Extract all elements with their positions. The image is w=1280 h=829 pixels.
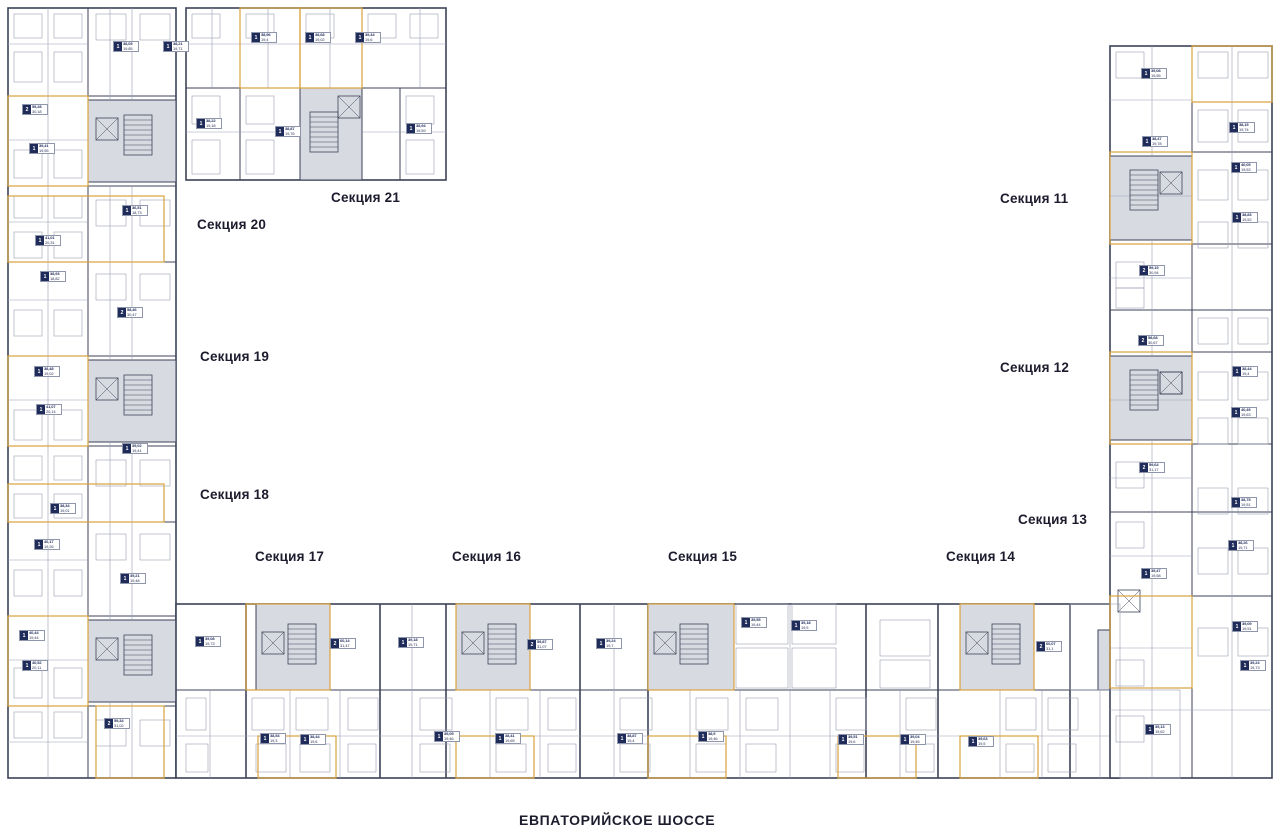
flat-values: [59, 504, 75, 513]
flat-area: 59,28: [32, 104, 42, 109]
flat-rooms-badge: 1: [1142, 569, 1150, 578]
flat-living-area: 19,58: [1151, 572, 1161, 578]
flat-area: 59,87: [537, 639, 547, 644]
flat-living-area: 19,44: [29, 634, 39, 640]
flat-rooms-badge: 2: [1140, 266, 1148, 275]
flat-area: 39,24: [1250, 660, 1260, 665]
flat-tag[interactable]: [355, 32, 381, 43]
flat-tag[interactable]: [104, 718, 130, 729]
flat-tag[interactable]: [275, 126, 301, 137]
flat-values: [49, 272, 65, 281]
flat-tag[interactable]: [1232, 621, 1258, 632]
street-label: ЕВПАТОРИЙСКОЕ ШОССЕ: [519, 812, 716, 828]
flat-area: 38,54: [270, 733, 280, 738]
flat-tag[interactable]: [1232, 212, 1258, 223]
flat-area: 38,94: [416, 123, 426, 128]
flat-values: [43, 540, 59, 549]
section-label-21[interactable]: Секция 21: [331, 190, 401, 205]
flat-rooms-badge: 1: [839, 735, 847, 744]
flat-tag[interactable]: [260, 733, 286, 744]
flat-values: [1238, 123, 1254, 132]
flat-tag[interactable]: [36, 404, 62, 415]
flat-values: [1045, 642, 1061, 651]
flat-area: 39,05: [444, 731, 454, 736]
flat-rooms-badge: 1: [123, 206, 131, 215]
flat-values: [364, 33, 380, 42]
flat-tag[interactable]: [1036, 641, 1062, 652]
flat-area: 38,48: [44, 366, 54, 371]
flat-area: 39,44: [365, 32, 375, 37]
flat-rooms-badge: 1: [1233, 367, 1241, 376]
flat-area: 39,13: [1155, 724, 1165, 729]
flat-tag[interactable]: [34, 539, 60, 550]
flat-rooms-badge: 1: [123, 444, 131, 453]
flat-tag[interactable]: [741, 617, 767, 628]
flat-tag[interactable]: [300, 734, 326, 745]
flat-area: 39,08: [205, 636, 215, 641]
flat-values: [28, 631, 44, 640]
flat-living-area: 19,65: [505, 737, 515, 743]
section-label-14[interactable]: Секция 14: [946, 549, 1016, 564]
flat-values: [407, 638, 423, 647]
flat-rooms-badge: 1: [1143, 137, 1151, 146]
flat-rooms-badge: 1: [356, 33, 364, 42]
flat-values: [339, 639, 355, 648]
section-label-18[interactable]: Секция 18: [200, 487, 270, 502]
flat-rooms-badge: 1: [197, 119, 205, 128]
flat-values: [31, 661, 47, 670]
flat-rooms-badge: 1: [1241, 661, 1249, 670]
flat-rooms-badge: 1: [407, 124, 415, 133]
section-label-17[interactable]: Секция 17: [255, 549, 325, 564]
flat-tag[interactable]: [527, 639, 553, 650]
flat-values: [44, 236, 60, 245]
flat-tag[interactable]: [40, 271, 66, 282]
flat-tag[interactable]: [1232, 366, 1258, 377]
flat-rooms-badge: 1: [699, 732, 707, 741]
flat-tag[interactable]: [698, 731, 724, 742]
flat-rooms-badge: 1: [35, 367, 43, 376]
flat-living-area: 30,67: [1148, 339, 1158, 345]
section-label-13[interactable]: Секция 13: [1018, 512, 1088, 527]
flat-living-area: 30,47: [127, 311, 137, 317]
flat-living-area: 30,94: [1149, 269, 1159, 275]
flat-tag[interactable]: [968, 736, 994, 747]
flat-rooms-badge: 2: [1140, 463, 1148, 472]
flat-living-area: 19,73: [1250, 664, 1260, 670]
flat-rooms-badge: 1: [51, 504, 59, 513]
flat-rooms-badge: 1: [35, 540, 43, 549]
flat-living-area: 19,55: [1151, 72, 1161, 78]
flat-area: 39,18: [801, 620, 811, 625]
flat-rooms-badge: 2: [331, 639, 339, 648]
flat-area: 38,47: [1152, 136, 1162, 141]
flat-tag[interactable]: [19, 630, 45, 641]
flat-values: [504, 734, 520, 743]
flat-tag[interactable]: [50, 503, 76, 514]
flat-tag[interactable]: [434, 731, 460, 742]
flat-values: [260, 33, 276, 42]
flat-tag[interactable]: [1141, 68, 1167, 79]
flat-values: [1148, 266, 1164, 275]
flat-living-area: 19,3: [270, 737, 278, 743]
flat-living-area: 31,47: [340, 642, 350, 648]
flat-tag[interactable]: [29, 143, 55, 154]
flat-rooms-badge: 1: [164, 42, 172, 51]
flat-values: [131, 206, 147, 215]
flat-living-area: 18,73: [132, 209, 142, 215]
flat-tag[interactable]: [1240, 660, 1266, 671]
flat-rooms-badge: 1: [23, 661, 31, 670]
flat-rooms-badge: 2: [1037, 642, 1045, 651]
flat-living-area: 19,6: [365, 36, 373, 42]
flat-living-area: 31,17: [1149, 466, 1159, 472]
flat-tag[interactable]: [1231, 162, 1257, 173]
flat-values: [1249, 661, 1265, 670]
flat-values: [1240, 408, 1256, 417]
flat-rooms-badge: 1: [901, 735, 909, 744]
flat-living-area: 19,76: [285, 130, 295, 136]
flat-tag[interactable]: [617, 733, 643, 744]
flat-rooms-badge: 1: [121, 574, 129, 583]
flat-living-area: 19,52: [1242, 216, 1252, 222]
flat-living-area: 20,14: [46, 408, 56, 414]
flat-values: [113, 719, 129, 728]
flat-living-area: 19,78: [1152, 140, 1162, 146]
flat-rooms-badge: 1: [496, 734, 504, 743]
flat-rooms-badge: 1: [1233, 622, 1241, 631]
flat-values: [131, 444, 147, 453]
flat-rooms-badge: 2: [528, 640, 536, 649]
flat-area: 39,55: [751, 617, 761, 622]
flat-values: [750, 618, 766, 627]
flat-rooms-badge: 1: [20, 631, 28, 640]
flat-area: 39,21: [130, 573, 140, 578]
flat-tag[interactable]: [196, 118, 222, 129]
flat-area: 38,21: [173, 41, 183, 46]
flat-area: 38,44: [310, 734, 320, 739]
flat-living-area: 19,71: [173, 45, 183, 51]
flat-tag[interactable]: [22, 104, 48, 115]
flat-living-area: 19.85: [123, 45, 133, 51]
flat-living-area: 19,4: [627, 737, 635, 743]
flat-values: [1148, 463, 1164, 472]
flat-rooms-badge: 2: [23, 105, 31, 114]
flat-rooms-badge: 1: [114, 42, 122, 51]
flat-living-area: 19,48: [130, 577, 140, 583]
flat-rooms-badge: 1: [30, 144, 38, 153]
flat-tag[interactable]: [113, 41, 139, 52]
flat-area: 41,01: [45, 235, 55, 240]
flat-values: [43, 367, 59, 376]
flat-tag[interactable]: [305, 32, 331, 43]
flat-area: 58,46: [127, 307, 137, 312]
flat-living-area: 19,02: [315, 36, 325, 42]
flat-area: 38,22: [206, 118, 216, 123]
flat-values: [1241, 367, 1257, 376]
flat-values: [38, 144, 54, 153]
flat-living-area: 19,5: [978, 740, 986, 746]
flat-rooms-badge: 1: [301, 735, 309, 744]
flat-values: [1150, 569, 1166, 578]
flat-area: 39,47: [1151, 568, 1161, 573]
flat-area: 59,34: [114, 718, 124, 723]
section-label-16[interactable]: Секция 16: [452, 549, 522, 564]
flat-rooms-badge: 1: [1232, 498, 1240, 507]
flat-area: 38,41: [505, 733, 515, 738]
flat-living-area: 19,4: [261, 36, 269, 42]
flat-area: 58,68: [1148, 335, 1158, 340]
flat-living-area: 31,07: [537, 643, 547, 649]
flat-values: [309, 735, 325, 744]
flat-values: [1147, 336, 1163, 345]
flat-values: [800, 621, 816, 630]
flat-living-area: 19,74: [1239, 126, 1249, 132]
flat-rooms-badge: 1: [1233, 213, 1241, 222]
flat-values: [45, 405, 61, 414]
flat-tag[interactable]: [1231, 407, 1257, 418]
flat-values: [707, 732, 723, 741]
flat-area: 38,87: [627, 733, 637, 738]
flat-values: [415, 124, 431, 133]
flat-tag[interactable]: [406, 123, 432, 134]
section-label-20[interactable]: Секция 20: [197, 217, 267, 232]
flat-values: [847, 735, 863, 744]
flat-area: 40,49: [1241, 407, 1251, 412]
flat-area: 39,02: [132, 443, 142, 448]
wing-bottom: [176, 604, 1160, 778]
flat-living-area: 19,5: [801, 624, 809, 630]
flat-values: [977, 737, 993, 746]
flat-area: 38,87: [285, 126, 295, 131]
flat-rooms-badge: 2: [118, 308, 126, 317]
flat-living-area: 31,1: [1046, 645, 1054, 651]
flat-area: 39,41: [39, 143, 49, 148]
flat-tag[interactable]: [838, 734, 864, 745]
flat-rooms-badge: 1: [1142, 69, 1150, 78]
flat-living-area: 19,71: [1238, 544, 1248, 550]
flat-area: 39,63: [978, 736, 988, 741]
flat-tag[interactable]: [1139, 265, 1165, 276]
flat-values: [204, 637, 220, 646]
flat-living-area: 19,6: [310, 738, 318, 744]
flat-tag[interactable]: [1229, 122, 1255, 133]
flat-area: 38,93: [50, 271, 60, 276]
flat-tag[interactable]: [495, 733, 521, 744]
flat-living-area: 19,46: [444, 735, 454, 741]
flat-tag[interactable]: [1228, 540, 1254, 551]
flat-area: 39,24: [606, 638, 616, 643]
flat-area: 38,75: [1241, 497, 1251, 502]
flat-living-area: 19,44: [751, 621, 761, 627]
flat-living-area: 19,26: [44, 543, 54, 549]
flat-living-area: 19,18: [206, 122, 216, 128]
flat-living-area: 19,55: [39, 147, 49, 153]
flat-values: [626, 734, 642, 743]
flat-area: 39,08: [1151, 68, 1161, 73]
flat-living-area: 30,18: [32, 108, 42, 114]
flat-rooms-badge: 1: [1230, 123, 1238, 132]
flat-values: [605, 639, 621, 648]
flat-area: 39,09: [1242, 621, 1252, 626]
section-label-11[interactable]: Секция 11: [1000, 191, 1069, 206]
flat-living-area: 19,45: [910, 738, 920, 744]
flat-values: [1241, 213, 1257, 222]
flat-area: 40,44: [29, 630, 39, 635]
flat-rooms-badge: 1: [306, 33, 314, 42]
flat-tag[interactable]: [34, 366, 60, 377]
flat-area: 39,18: [408, 637, 418, 642]
flat-rooms-badge: 1: [618, 734, 626, 743]
flat-rooms-badge: 1: [36, 236, 44, 245]
flat-area: 38,83: [1242, 212, 1252, 217]
flat-living-area: 19,59: [416, 127, 426, 133]
flat-area: 40,52: [32, 660, 42, 665]
flat-rooms-badge: 2: [1139, 336, 1147, 345]
flat-area: 59,64: [1149, 462, 1159, 467]
flat-rooms-badge: 1: [969, 737, 977, 746]
flat-tag[interactable]: [163, 41, 189, 52]
flat-values: [443, 732, 459, 741]
flat-tag[interactable]: [120, 573, 146, 584]
flat-rooms-badge: 1: [261, 734, 269, 743]
flat-area: 39,04: [910, 734, 920, 739]
flat-rooms-badge: 1: [1232, 408, 1240, 417]
flat-area: 60,14: [340, 638, 350, 643]
flat-values: [909, 735, 925, 744]
flat-values: [536, 640, 552, 649]
flat-rooms-badge: 1: [1146, 725, 1154, 734]
flat-living-area: 19,7: [606, 642, 614, 648]
flat-area: 40,17: [44, 539, 54, 544]
flat-values: [31, 105, 47, 114]
flat-living-area: 19,71: [408, 641, 418, 647]
flat-tag[interactable]: [900, 734, 926, 745]
flat-tag[interactable]: [398, 637, 424, 648]
flat-rooms-badge: 1: [1229, 541, 1237, 550]
flat-area: 38,96: [261, 32, 271, 37]
flat-rooms-badge: 1: [435, 732, 443, 741]
flat-values: [284, 127, 300, 136]
flat-rooms-badge: 1: [41, 272, 49, 281]
flat-living-area: 19,01: [60, 507, 70, 513]
flat-living-area: 19,41: [132, 447, 142, 453]
flat-living-area: 19,62: [1155, 728, 1165, 734]
flat-values: [1240, 163, 1256, 172]
flat-area: 40,05: [1241, 162, 1251, 167]
flat-area: 60,07: [1046, 641, 1056, 646]
section-label-15[interactable]: Секция 15: [668, 549, 738, 564]
flat-values: [314, 33, 330, 42]
section-label-19[interactable]: Секция 19: [200, 349, 270, 364]
flat-living-area: 19,63: [1241, 411, 1251, 417]
flat-values: [1154, 725, 1170, 734]
flat-area: 41,07: [46, 404, 56, 409]
flat-values: [129, 574, 145, 583]
flat-values: [172, 42, 188, 51]
flat-tag[interactable]: [117, 307, 143, 318]
flat-rooms-badge: 2: [105, 719, 113, 728]
flat-tag[interactable]: [1139, 462, 1165, 473]
flat-tag[interactable]: [330, 638, 356, 649]
flat-tag[interactable]: [1231, 497, 1257, 508]
flat-values: [126, 308, 142, 317]
flat-tag[interactable]: [195, 636, 221, 647]
flat-tag[interactable]: [22, 660, 48, 671]
flat-rooms-badge: 1: [399, 638, 407, 647]
flat-living-area: 31,02: [114, 722, 124, 728]
flat-values: [1151, 137, 1167, 146]
flat-area: 38,05: [123, 41, 133, 46]
flat-living-area: 19,4: [1242, 370, 1250, 376]
flat-rooms-badge: 1: [196, 637, 204, 646]
flat-area: 38,9: [708, 731, 716, 736]
flat-tag[interactable]: [35, 235, 61, 246]
flat-area: 38,26: [1238, 540, 1248, 545]
flat-rooms-badge: 1: [597, 639, 605, 648]
flat-tag[interactable]: [1145, 724, 1171, 735]
flat-tag[interactable]: [122, 443, 148, 454]
flat-values: [269, 734, 285, 743]
flat-rooms-badge: 1: [792, 621, 800, 630]
flat-living-area: 19,02: [44, 370, 54, 376]
flat-tag[interactable]: [122, 205, 148, 216]
flat-area: 38,44: [1242, 366, 1252, 371]
flat-tag[interactable]: [251, 32, 277, 43]
flat-tag[interactable]: [791, 620, 817, 631]
flat-values: [205, 119, 221, 128]
flat-living-area: 20,31: [45, 239, 55, 245]
flat-rooms-badge: 1: [742, 618, 750, 627]
flat-values: [122, 42, 138, 51]
flat-area: 38,34: [60, 503, 70, 508]
flat-living-area: 19,51: [1242, 625, 1252, 631]
flat-living-area: 19,53: [1241, 166, 1251, 172]
flat-living-area: 20,11: [32, 664, 42, 670]
flat-area: 38,15: [1239, 122, 1249, 127]
flat-tag[interactable]: [596, 638, 622, 649]
flat-tag[interactable]: [1142, 136, 1168, 147]
flat-rooms-badge: 1: [276, 127, 284, 136]
flat-values: [1241, 622, 1257, 631]
section-label-12[interactable]: Секция 12: [1000, 360, 1070, 375]
flat-living-area: 19,73: [205, 640, 215, 646]
flat-rooms-badge: 1: [1232, 163, 1240, 172]
flat-tag[interactable]: [1141, 568, 1167, 579]
flat-area: 39,51: [848, 734, 858, 739]
flat-living-area: 18,82: [50, 275, 60, 281]
flat-living-area: 19,46: [708, 735, 718, 741]
flat-area: 38,68: [315, 32, 325, 37]
flat-rooms-badge: 1: [252, 33, 260, 42]
flat-area: 36,51: [132, 205, 142, 210]
flat-rooms-badge: 1: [37, 405, 45, 414]
flat-living-area: 19,51: [1241, 501, 1251, 507]
flat-living-area: 19,6: [848, 738, 856, 744]
flat-area: 59,19: [1149, 265, 1159, 270]
flat-values: [1237, 541, 1253, 550]
flat-tag[interactable]: [1138, 335, 1164, 346]
flat-values: [1240, 498, 1256, 507]
flat-values: [1150, 69, 1166, 78]
